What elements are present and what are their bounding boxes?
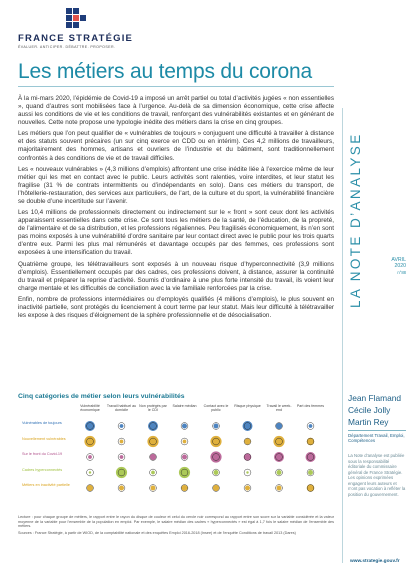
bubble-value — [244, 453, 251, 460]
paragraph-front: Les 10,4 millions de professionnels directement ou indirectement sur le « front » sont ceux dont les activités apparaissent essentielles dans cette crise. Ce sont tous les métiers de la santé, de l’éducation, de la propreté, de l’alimentaire et de sa distribution, et les professions régaliennes. Peu fragilisés économiquement, ils n’en sont pas moins exposés à une vulnérabilité d’ordre sanitaire par leur contact direct avec le public pour les trois quarts d’entre eux. Parmi les plus mal rémunérés et davantage occupés par des femmes, ces professions sont exposées à une intensification du travail. — [18, 209, 334, 257]
bubble-value — [182, 455, 187, 460]
page-title: Les métiers au temps du corona — [18, 60, 312, 83]
paragraph-vulnerables-de-toujours: Les métiers que l’on peut qualifier de « vulnérables de toujours » conjuguent une difficulté à travailler à distance et des statuts souvent précaires (un sur cinq exerce en CDD ou en intérim). Ces 4,2 millions de travailleurs, majoritairement des hommes, artisans et ouvriers de l’industrie et du bâtiment, sont traditionnellement confrontés à des conditions de vie et de travail difficiles. — [18, 130, 334, 162]
bubble-value — [277, 470, 282, 475]
bubble-value — [245, 486, 250, 491]
bubble-value — [89, 471, 91, 473]
bubble-value — [120, 424, 124, 428]
author-name: Jean Flamand — [348, 393, 402, 403]
paragraph-teletravailleurs: Quatrième groupe, les télétravailleurs sont exposés à un nouveau risque d’hyperconnectivité (3,9 millions d’emplois). Essentiellement occupés par des cadres, ces professions doivent, à distance, assurer la continuité du travail et préparer la reprise d’activité. Soumis d’ordinaire à une plus forte intensité du travail, ils voient leur charge mentale et les difficultés de conciliation avec la vie familiale renforcées par la crise. — [18, 260, 334, 292]
row-label: Sur le front du Covid-19 — [22, 452, 63, 456]
sidebar-divider — [342, 108, 343, 563]
bubble-value — [120, 455, 124, 459]
bubble-value — [88, 455, 92, 459]
bubble-value — [309, 424, 313, 428]
column-label: Travail habituel au domicile — [106, 404, 137, 413]
bubble-value — [84, 436, 95, 447]
bubble-value — [181, 485, 187, 491]
chart-title: Cinq catégories de métier selon leurs vulnérabilités — [18, 393, 185, 400]
paragraph-intro: À la mi-mars 2020, l’épidémie de Covid-19 a imposé un arrêt partiel ou total d’activités jugées « non essentielles », quand d’autres sont mobilisées face à l’urgence. Au-delà de sa dimension économique, cette crise affecte aussi les conditions de vie et les conditions de travail, renforçant des vulnérabilités existantes et en générant de nouvelles. Cette note propose une typologie inédite des métiers dans la crise en cinq groupes. — [18, 95, 334, 127]
bubble-value — [210, 451, 221, 462]
bubble-value — [307, 484, 314, 491]
row-label: Métiers en inactivité partielle — [22, 483, 70, 487]
sidebar-vertical-title: LA NOTE D’ANALYSE — [348, 132, 363, 308]
bubble-value — [150, 454, 156, 460]
authors-divider — [348, 430, 406, 431]
chart-sources: Sources : France Stratégie, à partir de WIOD, de la comptabilité nationale et des enquêtes Emploi 2016-2018 (Insee) et de l’enquête Conditions de travail 2013 (Dares) — [18, 530, 296, 535]
logo-mark-icon — [62, 8, 84, 30]
column-label: Risque physique — [234, 404, 261, 408]
brand-name: FRANCE STRATÉGIE — [18, 33, 134, 44]
bubble-value — [277, 486, 282, 491]
bubble-value — [307, 438, 314, 445]
bubble-value — [87, 485, 93, 491]
bubble-value — [182, 424, 187, 429]
bubble-value — [179, 467, 190, 478]
chart-reading-note: Lecture : pour chaque groupe de métiers, le rapport entre le rayon du disque de couleur et celui du cercle noir correspond au rapport entre son score sur la variable considérée et la valeur moyenne de la variable pour l’ensemble de la population en emploi. Par exemple, le salaire médian des cadres « hyperconnectés » est égal à 1,7 fois le salaire médian de l’ensemble des métiers. — [18, 515, 334, 529]
column-label: Salaire médian — [172, 404, 197, 408]
bubble-value — [213, 485, 219, 491]
editorial-disclaimer: La Note d’analyse est publiée sous la responsabilité éditoriale du commissaire général de France Stratégie. Les opinions exprimées engagent leurs auteurs et n’ont pas vocation à refléter la position du gouvernement. — [348, 453, 406, 497]
row-label: Cadres hyperconnectés — [22, 467, 63, 472]
issue-number: n°88 — [397, 269, 406, 275]
bubble-value — [214, 470, 219, 475]
bubble-value — [119, 486, 124, 491]
column-label: Part des femmes — [296, 404, 325, 408]
issue-month: AVRIL — [391, 257, 406, 263]
column-label: Travail le week-end — [266, 404, 292, 413]
bubble-value — [244, 438, 250, 444]
author-name: Cécile Jolly — [348, 405, 391, 416]
issue-info — [378, 257, 406, 276]
issue-year: 2020 — [394, 263, 406, 270]
paragraph-nouveaux-vulnerables: Les « nouveaux vulnérables » (4,3 millions d’emplois) affrontent une crise inédite liée à l’exercice même de leur métier qui les met en contact avec le public. Leurs activités sont ralenties, voire interdites, et leur statut les fragilise (31 % de contrats intermittents ou d’indépendants en solo). Dans ces métiers du transport, de l’hôtellerie-restauration, des services aux particuliers, de l’art, de la culture et du sport, la vulnérabilité financière se double d’une incertitude sur l’avenir. — [18, 165, 334, 205]
article-body — [18, 95, 334, 323]
bubble-value — [151, 471, 155, 475]
bubble-value — [276, 423, 282, 429]
bubble-value — [183, 440, 187, 444]
column-label: Contact avec le public — [203, 404, 229, 413]
bubble-value — [147, 436, 158, 447]
bubble-value — [116, 467, 127, 478]
row-label: Nouvellement vulnérables — [22, 436, 66, 441]
chart-caption — [18, 515, 334, 537]
authors — [348, 392, 408, 429]
column-label: Vulnérabilité économique — [80, 404, 100, 413]
department: Département Travail, Emploi, Compétences — [348, 433, 405, 444]
title-divider — [18, 86, 334, 87]
bubble-value — [273, 436, 284, 447]
france-strategie-logo[interactable] — [10, 8, 134, 58]
bubble-value — [210, 436, 221, 447]
author-name: Martin Rey — [348, 417, 389, 428]
website-link[interactable]: www.strategie.gouv.fr — [350, 559, 400, 564]
bubble-value — [151, 486, 156, 491]
bubble-value — [214, 424, 219, 429]
bubble-value — [308, 470, 313, 475]
bubble-chart — [18, 402, 334, 502]
row-label: Vulnérables de toujours — [22, 421, 62, 425]
paragraph-inactivite: Enfin, nombre de professions intermédiaires ou d’employés qualifiés (4 millions d’emplois), le plus souvent en inactivité partielle, sont protégés du licenciement à court terme par leur statut. Mais leur difficulté à télétravailler les expose à des risques d’éloignement de la sphère professionnelle et de désocialisation. — [18, 296, 334, 320]
bubble-value — [120, 440, 124, 444]
brand-tagline: ÉVALUER. ANTICIPER. DÉBATTRE. PROPOSER. — [18, 45, 116, 49]
bubble-value — [246, 471, 248, 473]
column-label: Non protégés par le CDI — [139, 404, 167, 413]
